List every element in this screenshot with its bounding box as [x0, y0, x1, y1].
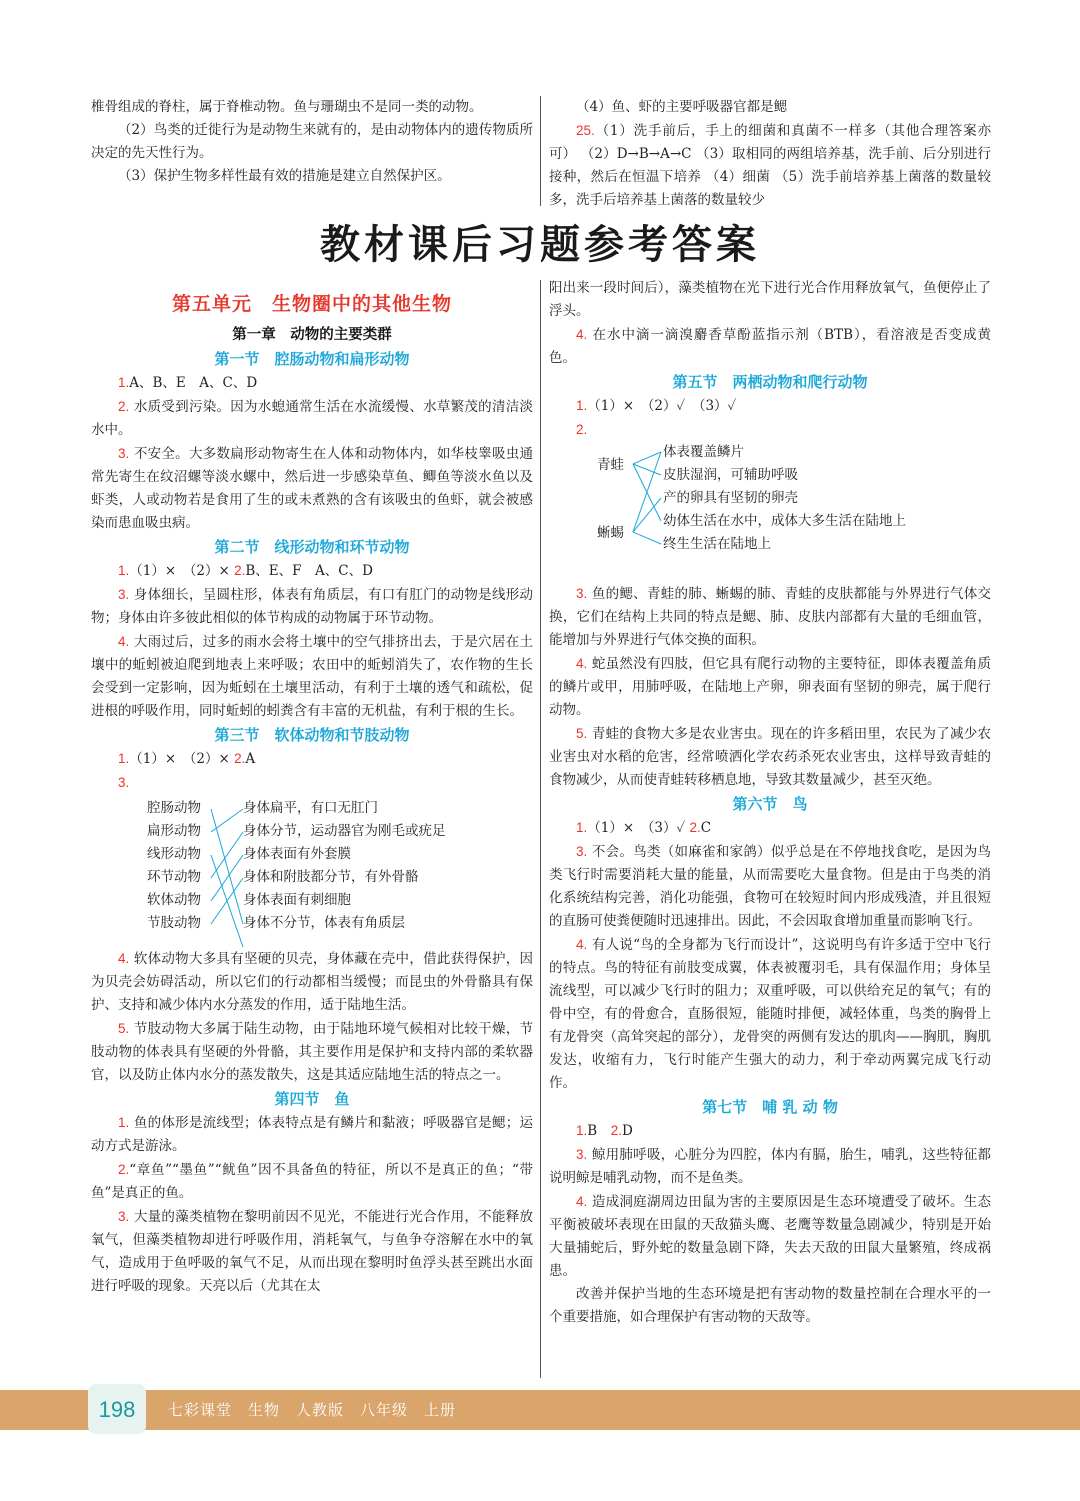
answer-text: 水质受到污染。因为水螅通常生活在水流缓慢、水草繁茂的清洁淡水中。	[91, 399, 534, 438]
match-right-label: 身体和附肢都分节，有外骨骼	[243, 869, 419, 885]
question-number: 5.	[118, 1021, 130, 1036]
answer-item	[91, 1205, 533, 1298]
section-heading: 第六节 鸟	[732, 795, 808, 813]
answer-text: 青蛙的食物大多是农业害虫。现在的许多稻田里，农民为了减少农业害虫对水稻的危害，经常喷洒化学农药杀死农业害虫，这样导致青蛙的食物减少，从而使青蛙转移栖息地，导致其数量减少，甚至灭绝。	[549, 726, 992, 788]
answer-item	[549, 652, 991, 722]
answer-text: A、B、E A、C、D	[129, 375, 258, 391]
question-number: 2.	[576, 422, 588, 437]
answer-item	[549, 1190, 991, 1283]
answer-text: “章鱼”“墨鱼”“鱿鱼”因不具备鱼的特征，所以不是真正的鱼；“带鱼”是真正的鱼。	[91, 1162, 533, 1201]
answer-text: 大量的藻类植物在黎明前因不见光，不能进行光合作用，不能释放氧气，但藻类植物却进行呼吸作用，消耗氧气，与鱼争夺溶解在水中的氧气，造成用于鱼呼吸的氧气不足，从而出现在黎明时鱼浮头甚至跳出水面进行呼吸的现象。天亮以后（尤其在太	[91, 1209, 534, 1294]
paragraph: 阳出来一段时间后），藻类植物在光下进行光合作用释放氧气，鱼便停止了浮头。	[549, 280, 991, 319]
match-right-label: 体表覆盖鳞片	[663, 444, 744, 460]
answer-text: （1）× （2）✓ （3）✓	[587, 398, 737, 414]
paragraph: （3）保护生物多样性最有效的措施是建立自然保护区。	[118, 168, 451, 184]
question-number: 4.	[118, 951, 130, 966]
question-number: 4.	[576, 937, 588, 952]
match-left-label-frog: 青蛙	[597, 457, 624, 473]
answer-text: 大雨过后，过多的雨水会将土壤中的空气排挤出去，于是穴居在土壤中的蚯蚓被迫爬到地表上来呼吸；农田中的蚯蚓消失了，农作物的生长会受到一定影响，因为蚯蚓在土壤里活动，有利于土壤的透气和疏松，促进根的呼吸作用，同时蚯蚓的蚓粪含有丰富的无机盐，有利于根的生长。	[91, 634, 534, 719]
column-divider	[540, 280, 541, 1378]
main-title: 教材课后习题参考答案	[320, 222, 760, 268]
answer-item	[91, 583, 533, 630]
matching-diagram-animals	[91, 797, 533, 947]
paragraph: 改善并保护当地的生态环境是把有害动物的数量控制在合理水平的一个重要措施，如合理保护有害动物的天敌等。	[549, 1286, 991, 1325]
top-left-column	[91, 96, 533, 188]
answer-text: A	[245, 751, 256, 767]
answer-item	[549, 722, 991, 792]
question-number: 5.	[576, 726, 588, 741]
section-heading: 第五节 两栖动物和爬行动物	[672, 373, 868, 391]
matching-diagram-amphibians	[549, 444, 991, 572]
question-number: 4.	[576, 327, 588, 342]
answer-item	[549, 1143, 991, 1190]
answer-text: 蛇虽然没有四肢，但它具有爬行动物的主要特征，即体表覆盖角质的鳞片或甲，用肺呼吸，在陆地上产卵，卵表面有坚韧的卵壳，属于爬行动物。	[549, 656, 992, 718]
answer-item	[549, 1119, 991, 1143]
answer-item	[91, 630, 533, 723]
answer-item	[91, 1017, 533, 1087]
match-line	[211, 878, 243, 924]
paragraph: （2）鸟类的迁徙行为是动物生来就有的，是由动物体内的遗传物质所决定的先天性行为。	[91, 122, 533, 161]
match-right-label: 幼体生活在水中，成体大多生活在陆地上	[663, 513, 906, 529]
answer-text: 节肢动物大多属于陆生动物，由于陆地环境气候相对比较干燥，节肢动物的体表具有坚硬的外骨骼，其主要作用是保护和支持内部的柔软器官，以及防止体内水分的蒸发散失，这是其适应陆地生活的特点之一。	[91, 1021, 534, 1083]
answer-item	[91, 442, 533, 535]
answer-text: D	[621, 1123, 633, 1139]
answer-text: 有人说“鸟的全身都为飞行而设计”，这说明鸟有许多适于空中飞行的特点。鸟的特征有前肢变成翼，体表被覆羽毛，具有保温作用；身体呈流线型，可以减少飞行时的阻力；双重呼吸，可以供给充足的氧气；有的骨中空，有的骨愈合，直肠很短，能随时排便，减轻体重，鸟类的胸骨上有龙骨突（高耸突起的部分），龙骨突的两侧有发达的肌肉——胸肌，胸肌发达，收缩有力，飞行时能产生强大的动力，利于牵动两翼完成飞行动作。	[549, 937, 991, 1091]
match-line	[633, 452, 661, 464]
answer-text: 鱼的鳃、青蛙的肺、蜥蜴的肺、青蛙的皮肤都能与外界进行气体交换，它们在结构上共同的特点是鳃、肺、皮肤内部都有大量的毛细血管，能增加与外界进行气体交换的面积。	[549, 586, 992, 648]
match-right-label: 皮肤湿润，可辅助呼吸	[663, 467, 798, 483]
question-number: 2.	[118, 399, 130, 414]
column-divider	[540, 96, 541, 206]
section-heading: 第一节 腔肠动物和扁形动物	[214, 350, 410, 368]
answer-text: B、E、F A、C、D	[245, 563, 373, 579]
match-line	[633, 498, 661, 532]
answer-item	[549, 840, 991, 933]
question-number: 3.	[118, 1209, 130, 1224]
question-number: 3.	[576, 844, 588, 859]
question-number: 1.	[576, 1123, 588, 1138]
match-line	[211, 855, 243, 901]
paragraph: （4）鱼、虾的主要呼吸器官都是鳃	[576, 99, 788, 115]
section-heading: 第三节 软体动物和节肢动物	[214, 726, 410, 744]
answer-item	[549, 933, 991, 1095]
question-number: 4.	[576, 656, 588, 671]
match-right-label: 身体不分节，体表有角质层	[243, 915, 405, 931]
answer-text: 不会。鸟类（如麻雀和家鸽）似乎总是在不停地找食吃，是因为鸟类飞行时需要消耗大量的能量，从而需要吃大量食物。但是由于鸟类的消化系统结构完善，消化功能强，食物可在较短时间内形成残渣，并且很短的直肠可使粪便随时迅速排出。因此，不会因取食增加重量而影响飞行。	[549, 844, 992, 929]
question-number: 2.	[118, 1162, 130, 1177]
left-column	[91, 283, 533, 1298]
answer-text: （1）× （3）✓	[587, 820, 686, 836]
footer-bar	[0, 1390, 1080, 1430]
paragraph: 椎骨组成的脊柱，属于脊椎动物。鱼与珊瑚虫不是同一类的动物。	[91, 99, 483, 115]
match-left-label: 节肢动物	[147, 915, 201, 931]
answer-text: （1）洗手前后，手上的细菌和真菌不一样多（其他合理答案亦可） （2）D→B→A→C （3）取相同的两组培养基，洗手前、后分别进行接种，然后在恒温下培养 （4）细菌 （5）洗手前培养基上菌落的数量较多，洗手后培养基上菌落的数量较少	[549, 123, 991, 208]
answer-text: B	[587, 1123, 598, 1139]
answer-item	[91, 1158, 533, 1205]
question-number: 4.	[576, 1194, 588, 1209]
question-number: 3.	[576, 586, 588, 601]
match-right-label: 身体扁平，有口无肛门	[243, 800, 378, 816]
match-right-label: 身体分节，运动器官为刚毛或疣足	[243, 823, 446, 839]
match-left-label-lizard: 蜥蜴	[597, 525, 624, 541]
footer-book-info: 七彩课堂 生物 人教版 八年级 上册	[168, 1401, 457, 1419]
answer-item	[91, 747, 533, 771]
answer-item	[91, 947, 533, 1017]
question-number: 2.	[610, 1123, 622, 1138]
question-number: 4.	[118, 634, 130, 649]
section-heading: 第二节 线形动物和环节动物	[214, 538, 410, 556]
answer-item	[549, 816, 991, 840]
match-right-label: 身体表面有外套膜	[243, 846, 351, 862]
match-line	[633, 532, 661, 544]
answer-text: C	[700, 820, 712, 836]
section-heading: 第四节 鱼	[274, 1090, 350, 1108]
chapter-heading: 第一章 动物的主要类群	[232, 327, 392, 343]
question-number: 3.	[118, 587, 130, 602]
answer-item	[549, 582, 991, 652]
right-column	[549, 277, 991, 1329]
question-number: 2.	[689, 820, 701, 835]
unit-heading: 第五单元 生物圈中的其他生物	[171, 293, 452, 315]
answer-item	[91, 771, 533, 795]
match-line	[211, 809, 243, 832]
match-left-label: 软体动物	[147, 892, 201, 908]
question-number: 1.	[576, 398, 588, 413]
answer-item	[91, 559, 533, 583]
match-left-label: 环节动物	[147, 869, 201, 885]
match-left-label: 腔肠动物	[147, 800, 201, 816]
answer-text: 身体细长，呈圆柱形，体表有角质层，有口有肛门的动物是线形动物；身体由许多彼此相似的体节构成的动物属于环节动物。	[91, 587, 534, 626]
match-line	[211, 809, 243, 924]
answer-text: 在水中滴一滴溴麝香草酚蓝指示剂（BTB），看溶液是否变成黄色。	[549, 327, 991, 366]
match-right-label: 产的卵具有坚韧的卵壳	[663, 490, 798, 506]
question-number: 1.	[118, 375, 130, 390]
answer-item	[91, 371, 533, 395]
answer-text: 造成洞庭湖周边田鼠为害的主要原因是生态环境遭受了破坏。生态平衡被破坏表现在田鼠的天敌猫头鹰、老鹰等数量急剧减少，特别是开始大量捕蛇后，野外蛇的数量急剧下降，失去天敌的田鼠大量繁殖，终成祸患。	[549, 1194, 992, 1279]
match-line	[211, 832, 243, 878]
question-number: 2.	[234, 751, 246, 766]
top-right-column	[549, 96, 991, 212]
question-25	[549, 119, 991, 212]
match-line	[633, 452, 661, 532]
question-number: 3.	[118, 775, 130, 790]
match-right-label: 身体表面有刺细胞	[243, 892, 351, 908]
match-left-label: 线形动物	[147, 846, 201, 862]
answer-item	[91, 1111, 533, 1158]
answer-item	[91, 395, 533, 442]
answer-text: （1）× （2）×	[129, 563, 230, 579]
question-number: 1.	[576, 820, 588, 835]
question-number: 25.	[576, 123, 595, 138]
match-right-label: 终生生活在陆地上	[663, 536, 771, 552]
answer-text: 鲸用肺呼吸，心脏分为四腔，体内有膈，胎生，哺乳，这些特征都说明鲸是哺乳动物，而不是鱼类。	[549, 1147, 992, 1186]
question-number: 3.	[576, 1147, 588, 1162]
answer-text: 不安全。大多数扁形动物寄生在人体和动物体内，如华枝睾吸虫通常先寄生在纹沼螺等淡水螺中，然后进一步感染草鱼、鲫鱼等淡水鱼以及虾类，人或动物若是食用了生的或未煮熟的含有该吸虫的鱼虾，就会被感染而患血吸虫病。	[91, 446, 534, 531]
match-left-label: 扁形动物	[147, 823, 201, 839]
question-number: 1.	[118, 563, 130, 578]
answer-item	[549, 394, 991, 418]
question-number: 3.	[118, 446, 130, 461]
answer-text: 软体动物大多具有坚硬的贝壳，身体藏在壳中，借此获得保护，因为贝壳会妨碍活动，所以它们的行动都相当缓慢；而昆虫的外骨骼具有保护、支持和减少体内水分蒸发的作用，适于陆地生活。	[91, 951, 534, 1013]
question-number: 1.	[118, 1115, 130, 1130]
answer-item	[549, 323, 991, 370]
answer-text: （1）× （2）×	[129, 751, 230, 767]
question-number: 2.	[234, 563, 246, 578]
question-number: 1.	[118, 751, 130, 766]
page-number: 198	[98, 1397, 136, 1422]
section-heading: 第七节 哺 乳 动 物	[702, 1098, 838, 1116]
answer-text: 鱼的体形是流线型；体表特点是有鳞片和黏液；呼吸器官是鳃；运动方式是游泳。	[91, 1115, 534, 1154]
answer-item	[549, 418, 991, 442]
